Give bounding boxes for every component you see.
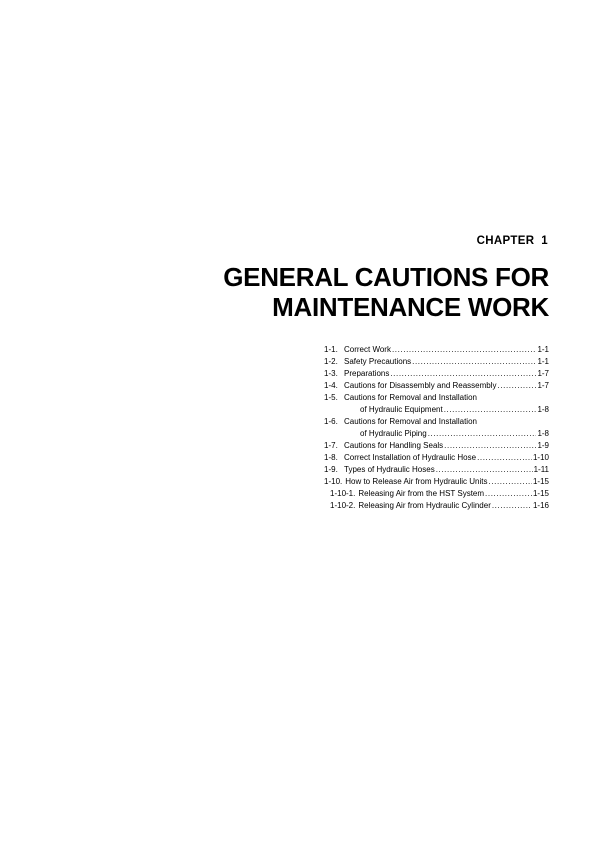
toc-title: Types of Hydraulic Hoses xyxy=(344,465,435,474)
toc-title: Correct Work xyxy=(344,345,391,354)
toc-entry[interactable] xyxy=(324,392,549,404)
toc-title: Correct Installation of Hydraulic Hose xyxy=(344,453,477,462)
toc-subentry[interactable] xyxy=(324,500,549,512)
toc-page-number: 1-1 xyxy=(537,345,549,354)
toc-page-number: 1-8 xyxy=(537,429,549,438)
toc-entry[interactable] xyxy=(324,464,549,476)
toc-leader-dots xyxy=(444,404,537,416)
toc-entry[interactable] xyxy=(324,344,549,356)
chapter-label: CHAPTER 1 xyxy=(476,235,548,247)
toc-leader-dots xyxy=(498,380,537,392)
chapter-title-line: MAINTENANCE WORK xyxy=(272,292,549,322)
toc-page-number: 1-15 xyxy=(532,489,549,498)
toc-number: 1-4. xyxy=(324,381,338,390)
toc-leader-dots xyxy=(485,488,532,500)
chapter-title-line: GENERAL CAUTIONS FOR xyxy=(223,262,549,292)
table-of-contents xyxy=(324,344,549,512)
toc-number: 1-3. xyxy=(324,369,338,378)
toc-leader-dots xyxy=(392,344,536,356)
toc-page-number: 1-10 xyxy=(532,453,549,462)
toc-entry[interactable] xyxy=(324,380,549,392)
toc-leader-dots xyxy=(444,440,536,452)
toc-number: 1-7. xyxy=(324,441,338,450)
toc-title: Cautions for Disassembly and Reassembly xyxy=(344,381,497,390)
toc-title: Cautions for Removal and Installation xyxy=(344,393,477,402)
toc-number: 1-6. xyxy=(324,417,338,426)
toc-entry-continuation[interactable] xyxy=(324,428,549,440)
toc-entry[interactable] xyxy=(324,368,549,380)
toc-entry[interactable] xyxy=(324,416,549,428)
toc-entry-continuation[interactable] xyxy=(324,404,549,416)
toc-page-number: 1-15 xyxy=(532,477,549,486)
toc-number: 1-2. xyxy=(324,357,338,366)
toc-number: 1-10-2. xyxy=(330,501,356,510)
toc-entry[interactable] xyxy=(324,440,549,452)
toc-number: 1-1. xyxy=(324,345,338,354)
toc-title-continuation: of Hydraulic Equipment xyxy=(360,405,443,414)
toc-page-number: 1-16 xyxy=(532,501,549,510)
toc-number: 1-10. xyxy=(324,477,343,486)
toc-title: How to Release Air from Hydraulic Units xyxy=(345,477,488,486)
toc-entry[interactable] xyxy=(324,356,549,368)
toc-page-number: 1-1 xyxy=(537,357,549,366)
toc-title: Preparations xyxy=(344,369,390,378)
toc-title: Releasing Air from Hydraulic Cylinder xyxy=(358,501,491,510)
toc-leader-dots xyxy=(436,464,533,476)
toc-entry[interactable] xyxy=(324,452,549,464)
toc-leader-dots xyxy=(489,476,532,488)
toc-title: Cautions for Removal and Installation xyxy=(344,417,477,426)
toc-leader-dots xyxy=(477,452,532,464)
toc-title: Cautions for Handling Seals xyxy=(344,441,444,450)
toc-page-number: 1-7 xyxy=(537,369,549,378)
toc-leader-dots xyxy=(428,428,537,440)
toc-subentry[interactable] xyxy=(324,488,549,500)
toc-page-number: 1-7 xyxy=(537,381,549,390)
toc-number: 1-10-1. xyxy=(330,489,356,498)
toc-title-continuation: of Hydraulic Piping xyxy=(360,429,427,438)
toc-title: Releasing Air from the HST System xyxy=(358,489,485,498)
toc-page-number: 1-8 xyxy=(537,405,549,414)
toc-page-number: 1-9 xyxy=(537,441,549,450)
toc-leader-dots xyxy=(412,356,536,368)
chapter-title xyxy=(223,262,549,322)
toc-page-number: 1-11 xyxy=(533,465,549,474)
toc-number: 1-9. xyxy=(324,465,338,474)
toc-entry[interactable] xyxy=(324,476,549,488)
toc-number: 1-8. xyxy=(324,453,338,462)
toc-number: 1-5. xyxy=(324,393,338,402)
toc-title: Safety Precautions xyxy=(344,357,412,366)
toc-leader-dots xyxy=(492,500,532,512)
toc-leader-dots xyxy=(390,368,536,380)
